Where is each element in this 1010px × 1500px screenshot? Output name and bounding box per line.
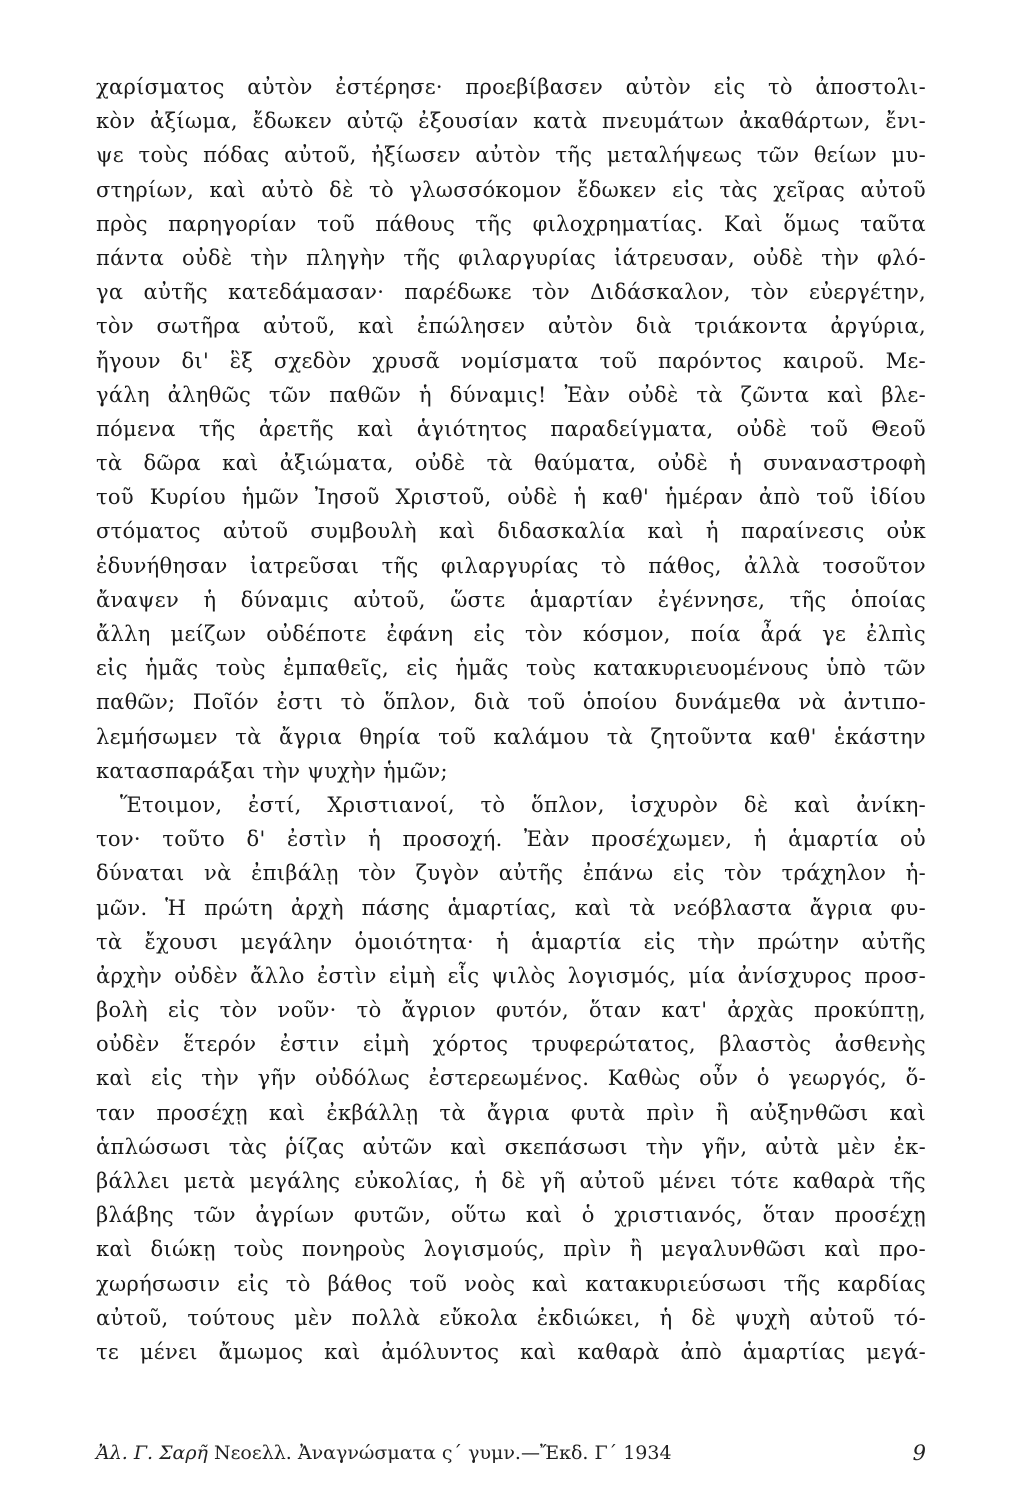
text-line: βάλλει μετὰ μεγάλης εὐκολίας, ἡ δὲ γῆ αὐτοῦ μένει τότε καθαρὰ τῆς (96, 1169, 926, 1193)
text-line: καὶ διώκῃ τοὺς πονηροὺς λογισμούς, πρὶν ἢ μεγαλυνθῶσι καὶ προ- (96, 1237, 926, 1262)
text-line: πόμενα τῆς ἀρετῆς καὶ ἁγιότητος παραδείγματα, οὐδὲ τοῦ Θεοῦ (96, 416, 926, 441)
text-line-paragraph-start: Ἕτοιμον, ἐστί, Χριστιανοί, τὸ ὅπλον, ἰσχυρὸν δὲ καὶ ἀνίκη- (120, 792, 926, 817)
text-line: ἀρχὴν οὐδὲν ἄλλο ἐστὶν εἰμὴ εἷς ψιλὸς λογισμός, μία ἀνίσχυρος προσ- (96, 963, 926, 988)
text-line: στηρίων, καὶ αὐτὸ δὲ τὸ γλωσσόκομον ἔδωκεν εἰς τὰς χεῖρας αὐτοῦ (96, 177, 926, 202)
text-line: βολὴ εἰς τὸν νοῦν· τὸ ἄγριον φυτόν, ὅταν κατ' ἀρχὰς προκύπτῃ, (96, 998, 926, 1023)
text-line: γα αὐτῆς κατεδάμασαν· παρέδωκε τὸν Διδάσκαλον, τὸν εὐεργέτην, (96, 280, 926, 305)
page-text-block (96, 70, 926, 1369)
text-line: πάντα οὐδὲ τὴν πληγὴν τῆς φιλαργυρίας ἰάτρευσαν, οὐδὲ τὴν φλό- (96, 245, 926, 270)
text-line: κὸν ἀξίωμα, ἔδωκεν αὐτῷ ἐξουσίαν κατὰ πνευμάτων ἀκαθάρτων, ἔνι- (96, 109, 926, 134)
text-line: ἤγουν δι' ἓξ σχεδὸν χρυσᾶ νομίσματα τοῦ παρόντος καιροῦ. Με- (96, 348, 926, 373)
text-line: λεμήσωμεν τὰ ἄγρια θηρία τοῦ καλάμου τὰ ζητοῦντα καθ' ἑκάστην (96, 724, 926, 749)
text-line: ἐδυνήθησαν ἰατρεῦσαι τῆς φιλαργυρίας τὸ πάθος, ἀλλὰ τοσοῦτον (96, 553, 926, 578)
text-line: οὐδὲν ἕτερόν ἐστιν εἰμὴ χόρτος τρυφερώτατος, βλαστὸς ἀσθενὴς (96, 1032, 926, 1057)
text-line: τὰ δῶρα καὶ ἀξιώματα, οὐδὲ τὰ θαύματα, οὐδὲ ἡ συναναστροφὴ (96, 451, 926, 476)
text-line: τὰ ἔχουσι μεγάλην ὁμοιότητα· ἡ ἁμαρτία εἰς τὴν πρώτην αὐτῆς (96, 929, 926, 954)
text-line: καὶ εἰς τὴν γῆν οὐδόλως ἐστερεωμένος. Καθὼς οὖν ὁ γεωργός, ὅ- (96, 1066, 926, 1091)
text-line: εἰς ἡμᾶς τοὺς ἐμπαθεῖς, εἰς ἡμᾶς τοὺς κατακυριευομένους ὑπὸ τῶν (96, 656, 926, 681)
text-line-paragraph-end: κατασπαράξαι τὴν ψυχὴν ἡμῶν; (96, 758, 448, 783)
text-line: ταν προσέχῃ καὶ ἐκβάλλῃ τὰ ἄγρια φυτὰ πρὶν ἢ αὐξηνθῶσι καὶ (96, 1100, 926, 1125)
text-line: γάλη ἀληθῶς τῶν παθῶν ἡ δύναμις! Ἐὰν οὐδὲ τὰ ζῶντα καὶ βλε- (96, 382, 926, 407)
text-line: μῶν. Ἡ πρώτη ἀρχὴ πάσης ἁμαρτίας, καὶ τὰ νεόβλαστα ἄγρια φυ- (96, 895, 926, 920)
text-line: δύναται νὰ ἐπιβάλῃ τὸν ζυγὸν αὐτῆς ἐπάνω εἰς τὸν τράχηλον ἡ- (96, 861, 926, 886)
text-line: χωρήσωσιν εἰς τὸ βάθος τοῦ νοὸς καὶ κατακυριεύσωσι τῆς καρδίας (96, 1271, 926, 1296)
text-line: τὸν σωτῆρα αὐτοῦ, καὶ ἐπώλησεν αὐτὸν διὰ τριάκοντα ἀργύρια, (96, 314, 926, 339)
footer-publication: Νεοελλ. Ἀναγνώσματα ς΄ γυμν.—Ἔκδ. Γ΄ 1934 (213, 1442, 672, 1464)
page-footer (96, 1440, 926, 1466)
text-line: ἄλλη μείζων οὐδέποτε ἐφάνη εἰς τὸν κόσμον, ποία ἆρά γε ἐλπὶς (96, 622, 926, 646)
text-line: στόματος αὐτοῦ συμβουλὴ καὶ διδασκαλία καὶ ἡ παραίνεσις οὐκ (96, 519, 926, 544)
footer-credit: Ἀλ. Γ. Σαρῆ (96, 1442, 208, 1464)
text-line: ἁπλώσωσι τὰς ῥίζας αὐτῶν καὶ σκεπάσωσι τὴν γῆν, αὐτὰ μὲν ἐκ- (96, 1134, 926, 1159)
text-line: τον· τοῦτο δ' ἐστὶν ἡ προσοχή. Ἐὰν προσέχωμεν, ἡ ἁμαρτία οὐ (96, 827, 926, 852)
text-line: χαρίσματος αὐτὸν ἐστέρησε· προεβίβασεν αὐτὸν εἰς τὸ ἀποστολι- (96, 75, 926, 99)
text-line: παθῶν; Ποῖόν ἐστι τὸ ὅπλον, διὰ τοῦ ὁποίου δυνάμεθα νὰ ἀντιπο- (96, 690, 926, 715)
text-line: ψε τοὺς πόδας αὐτοῦ, ἠξίωσεν αὐτὸν τῆς μεταλήψεως τῶν θείων μυ- (96, 143, 926, 168)
text-line: τοῦ Κυρίου ἡμῶν Ἰησοῦ Χριστοῦ, οὐδὲ ἡ καθ' ἡμέραν ἀπὸ τοῦ ἰδίου (96, 485, 926, 510)
text-line: βλάβης τῶν ἀγρίων φυτῶν, οὕτω καὶ ὁ χριστιανός, ὅταν προσέχῃ (96, 1203, 926, 1228)
text-line: τε μένει ἄμωμος καὶ ἀμόλυντος καὶ καθαρὰ ἀπὸ ἁμαρτίας μεγά- (96, 1339, 926, 1364)
text-line: αὐτοῦ, τούτους μὲν πολλὰ εὔκολα ἐκδιώκει, ἡ δὲ ψυχὴ αὐτοῦ τό- (96, 1305, 926, 1330)
page-number: 9 (912, 1441, 926, 1465)
text-line: πρὸς παρηγορίαν τοῦ πάθους τῆς φιλοχρηματίας. Καὶ ὅμως ταῦτα (96, 211, 926, 236)
text-line: ἄναψεν ἡ δύναμις αὐτοῦ, ὥστε ἁμαρτίαν ἐγέννησε, τῆς ὁποίας (96, 587, 926, 612)
